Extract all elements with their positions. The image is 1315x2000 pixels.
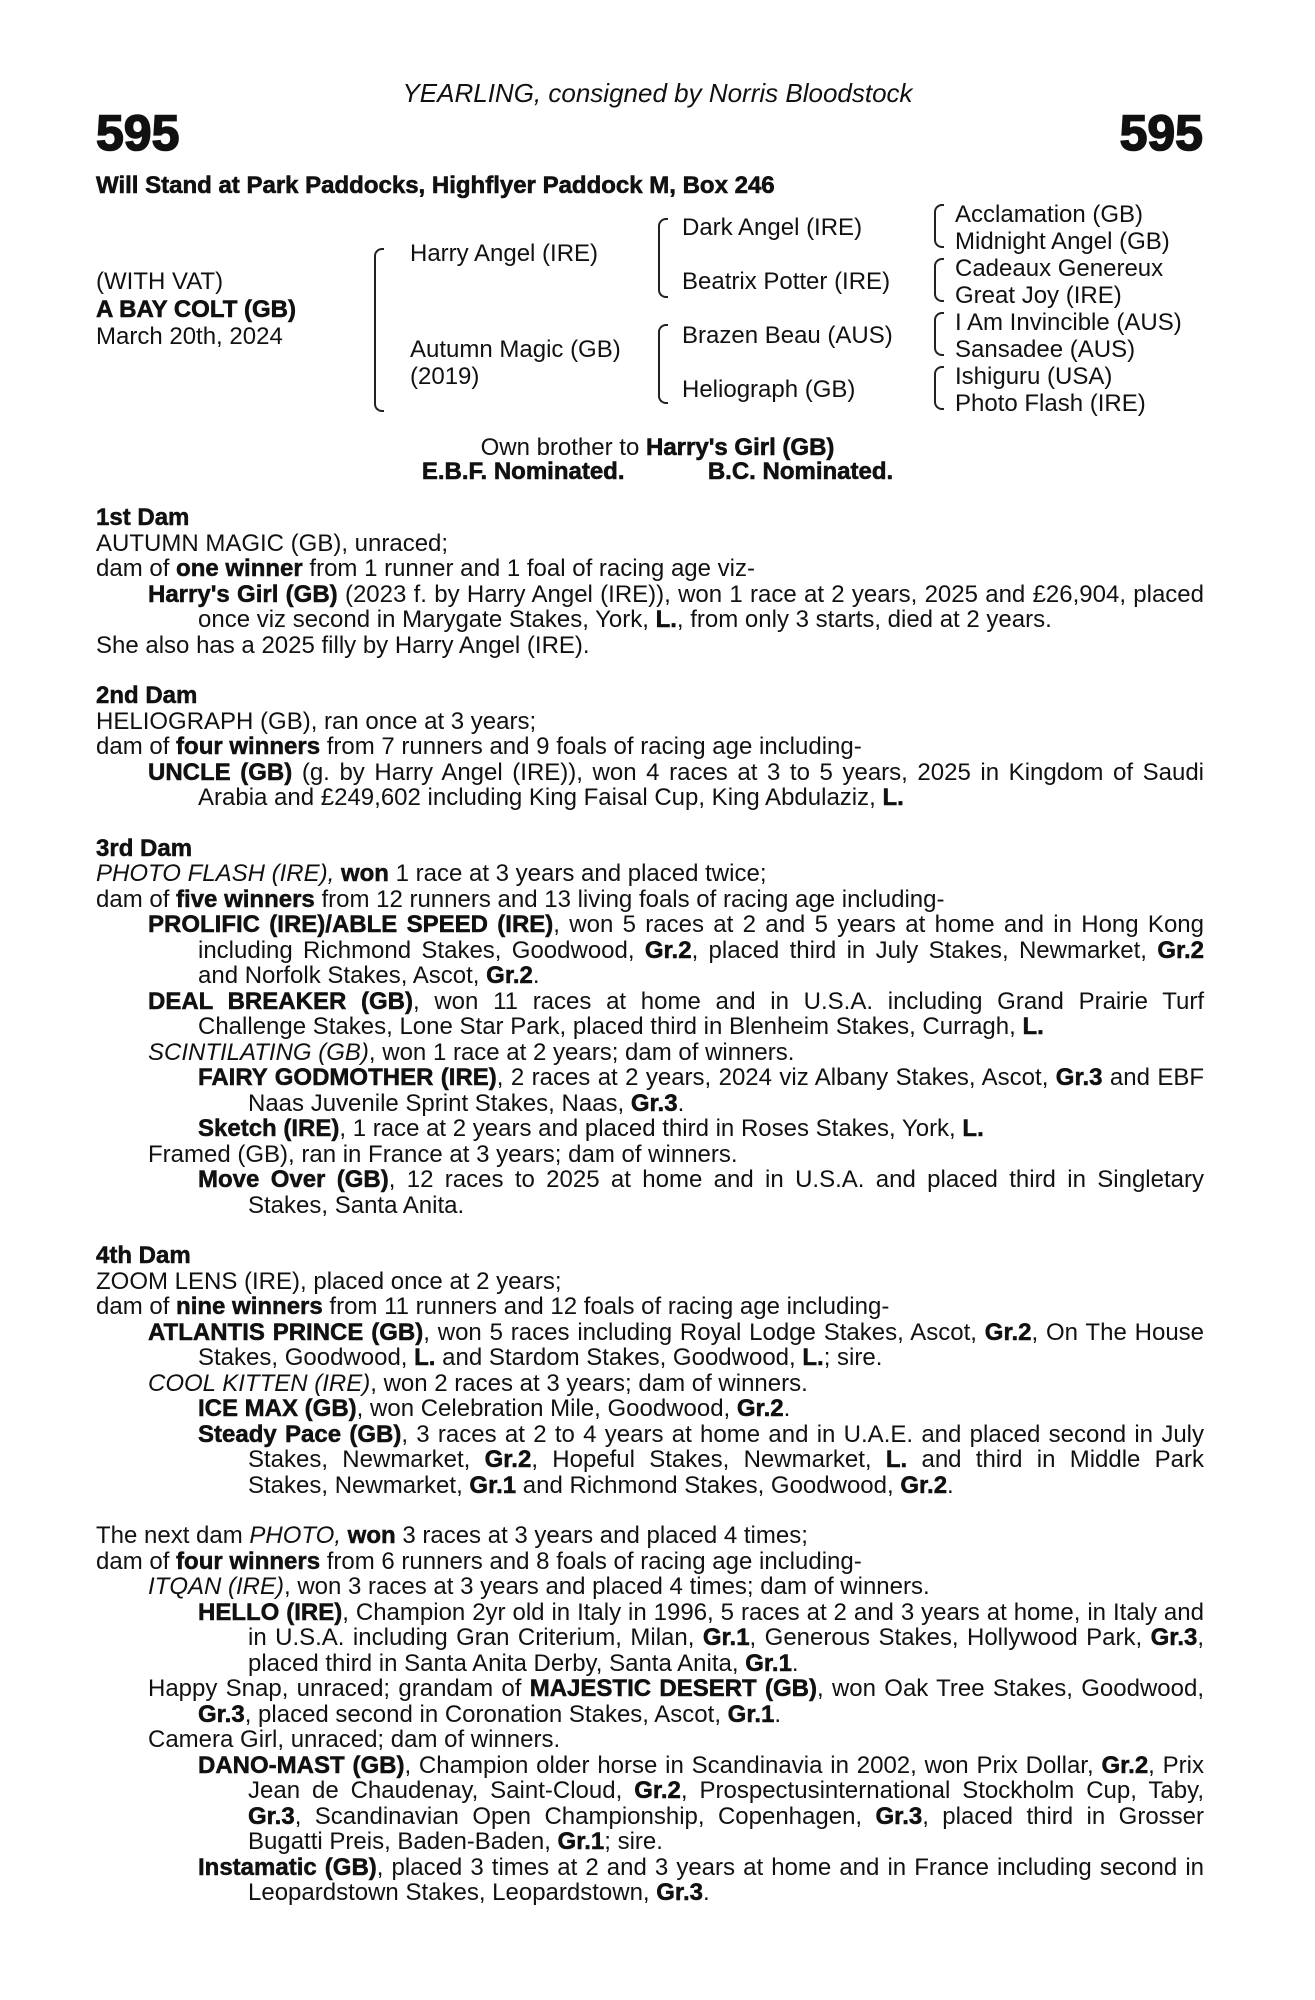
- dam-line: AUTUMN MAGIC (GB), unraced;: [96, 529, 449, 557]
- pedigree-dam-dam: Heliograph (GB): [682, 376, 856, 403]
- pedigree-sire-dam: Beatrix Potter (IRE): [682, 268, 891, 295]
- foaling-date: March 20th, 2024: [96, 323, 283, 350]
- pedigree-g2: Midnight Angel (GB): [955, 228, 1170, 255]
- pedigree-g4: Great Joy (IRE): [955, 282, 1122, 309]
- grandprogeny-entry: Sketch (IRE), 1 race at 2 years and placed third in Roses Stakes, York, L.: [198, 1115, 984, 1142]
- grandprogeny-entry: Instamatic (GB), placed 3 times at 2 and 3 years at home and in France including second in Leopardstown Stakes, Leopardstown, Gr.3.: [198, 1853, 1204, 1906]
- pedigree-brace-sire: [658, 218, 668, 298]
- bc-nominated: B.C. Nominated.: [707, 458, 894, 485]
- produce-summary: dam of four winners from 6 runners and 8 foals of racing age including-: [96, 1547, 862, 1575]
- nomination-note: [0, 458, 1315, 486]
- pedigree-g7: Ishiguru (USA): [955, 363, 1113, 390]
- grandprogeny-entry: ICE MAX (GB), won Celebration Mile, Goodwood, Gr.2.: [198, 1395, 791, 1422]
- progeny-entry: COOL KITTEN (IRE), won 2 races at 3 years; dam of winners.: [148, 1369, 808, 1397]
- pedigree-dam: Autumn Magic (GB): [410, 336, 621, 363]
- horse-name: A BAY COLT (GB): [96, 296, 297, 323]
- fourth-dam-section: [96, 1243, 1204, 1498]
- grandprogeny-entry: DANO-MAST (GB), Champion older horse in Scandinavia in 2002, won Prix Dollar, Gr.2, Prix Jean de Chaudenay, Saint-Cloud, Gr.2, Prospectusinternational Stockholm Cup, Taby, Gr.3, Scandinavian Open Championship, Copenhagen, Gr.3, placed third in Grosser Bugatti Preis, Baden-Baden, Gr.1; sire.: [198, 1751, 1205, 1855]
- pedigree-brace-g3: [934, 312, 944, 356]
- section-heading: 1st Dam: [96, 504, 190, 531]
- dam-line: The next dam PHOTO, won 3 races at 3 years and placed 4 times;: [96, 1522, 808, 1549]
- produce-summary: dam of nine winners from 11 runners and 12 foals of racing age including-: [96, 1293, 890, 1320]
- ebf-nominated: E.B.F. Nominated.: [421, 458, 625, 485]
- progeny-entry: Camera Girl, unraced; dam of winners.: [148, 1726, 561, 1753]
- grandprogeny-entry: Move Over (GB), 12 races to 2025 at home and in U.S.A. and placed third in Singletary Stakes, Santa Anita.: [198, 1166, 1204, 1219]
- produce-summary: dam of five winners from 12 runners and 13 living foals of racing age including-: [96, 885, 945, 913]
- dam-line: ZOOM LENS (IRE), placed once at 2 years;: [96, 1267, 562, 1295]
- pedigree-g3: Cadeaux Genereux: [955, 255, 1164, 282]
- produce-summary: dam of four winners from 7 runners and 9 foals of racing age including-: [96, 733, 862, 760]
- progeny-entry: Harry's Girl (GB) (2023 f. by Harry Angel (IRE)), won 1 race at 2 years, 2025 and £26,904, placed once viz second in Marygate Stakes, York, L., from only 3 starts, died at 2 years.: [148, 580, 1204, 633]
- pedigree-g1: Acclamation (GB): [955, 201, 1144, 228]
- progeny-entry: PROLIFIC (IRE)/ABLE SPEED (IRE), won 5 races at 2 and 5 years at home and in Hong Kong including Richmond Stakes, Goodwood, Gr.2, placed third in July Stakes, Newmarket, Gr.2 and Norfolk Stakes, Ascot, Gr.2.: [148, 911, 1205, 989]
- dam-line: HELIOGRAPH (GB), ran once at 3 years;: [96, 707, 537, 735]
- pedigree-g6: Sansadee (AUS): [955, 336, 1136, 363]
- first-dam-section: [96, 505, 1204, 658]
- pedigree-brace-g2: [934, 258, 944, 302]
- progeny-entry: Framed (GB), ran in France at 3 years; dam of winners.: [148, 1140, 738, 1168]
- progeny-entry: ITQAN (IRE), won 3 races at 3 years and placed 4 times; dam of winners.: [148, 1573, 930, 1600]
- progeny-entry: DEAL BREAKER (GB), won 11 races at home and in U.S.A. including Grand Prairie Turf Challenge Stakes, Lone Star Park, placed third in Blenheim Stakes, Curragh, L.: [148, 987, 1204, 1040]
- pedigree-brace-dam: [658, 324, 668, 404]
- section-heading: 3rd Dam: [96, 834, 193, 862]
- pedigree-brace-g1: [934, 204, 944, 248]
- progeny-entry: ATLANTIS PRINCE (GB), won 5 races including Royal Lodge Stakes, Ascot, Gr.2, On The House Stakes, Goodwood, L. and Stardom Stakes, Goodwood, L.; sire.: [148, 1318, 1205, 1371]
- pedigree-sire-sire: Dark Angel (IRE): [682, 214, 863, 241]
- grandprogeny-entry: Steady Pace (GB), 3 races at 2 to 4 years at home and in U.A.E. and placed second in July Stakes, Newmarket, Gr.2, Hopeful Stakes, Newmarket, L. and third in Middle Park Stakes, Newmarket, Gr.1 and Richmond Stakes, Goodwood, Gr.2.: [198, 1420, 1205, 1499]
- pedigree-g8: Photo Flash (IRE): [955, 390, 1146, 417]
- progeny-entry: UNCLE (GB) (g. by Harry Angel (IRE)), won 4 races at 3 to 5 years, 2025 in Kingdom of Saudi Arabia and £249,602 including King Faisal Cup, King Abdulaziz, L.: [148, 758, 1204, 811]
- vat-note: (WITH VAT): [96, 268, 224, 295]
- pedigree-sire: Harry Angel (IRE): [410, 240, 599, 267]
- second-dam-section: [96, 683, 1204, 811]
- brother-prefix: Own brother to: [480, 434, 640, 461]
- produce-summary: dam of one winner from 1 runner and 1 foal of racing age viz-: [96, 555, 755, 582]
- section-heading: 4th Dam: [96, 1242, 191, 1269]
- grandprogeny-entry: FAIRY GODMOTHER (IRE), 2 races at 2 years, 2024 viz Albany Stakes, Ascot, Gr.3 and EBF Naas Juvenile Sprint Stakes, Naas, Gr.3.: [198, 1064, 1205, 1117]
- pedigree-dam-sire: Brazen Beau (AUS): [682, 322, 893, 349]
- third-dam-section: [96, 836, 1204, 1219]
- catalogue-body: [96, 505, 1204, 1931]
- pedigree-dam-year: (2019): [410, 363, 480, 390]
- consignment-title: YEARLING, consigned by Norris Bloodstock: [402, 78, 913, 108]
- progeny-entry: Happy Snap, unraced; grandam of MAJESTIC DESERT (GB), won Oak Tree Stakes, Goodwood, Gr.3, placed second in Coronation Stakes, Ascot, Gr.1.: [148, 1675, 1205, 1728]
- additional-note: She also has a 2025 filly by Harry Angel (IRE).: [96, 631, 590, 659]
- pedigree-g5: I Am Invincible (AUS): [955, 309, 1182, 336]
- grandprogeny-entry: HELLO (IRE), Champion 2yr old in Italy in 1996, 5 races at 2 and 3 years at home, in Italy and in U.S.A. including Gran Criterium, Milan, Gr.1, Generous Stakes, Hollywood Park, Gr.3, placed third in Santa Anita Derby, Santa Anita, Gr.1.: [198, 1598, 1205, 1677]
- lot-number-left: 595: [96, 105, 180, 161]
- brother-name: Harry's Girl (GB): [645, 434, 835, 461]
- progeny-entry: SCINTILATING (GB), won 1 race at 2 years; dam of winners.: [148, 1038, 795, 1066]
- pedigree-brace-main: [374, 248, 384, 412]
- lot-number-right: 595: [1119, 105, 1203, 161]
- stand-location: Will Stand at Park Paddocks, Highflyer Paddock M, Box 246: [96, 172, 775, 199]
- dam-line: PHOTO FLASH (IRE), won 1 race at 3 years and placed twice;: [96, 860, 767, 887]
- pedigree-brace-g4: [934, 366, 944, 410]
- next-dam-section: [96, 1523, 1204, 1906]
- section-heading: 2nd Dam: [96, 682, 198, 709]
